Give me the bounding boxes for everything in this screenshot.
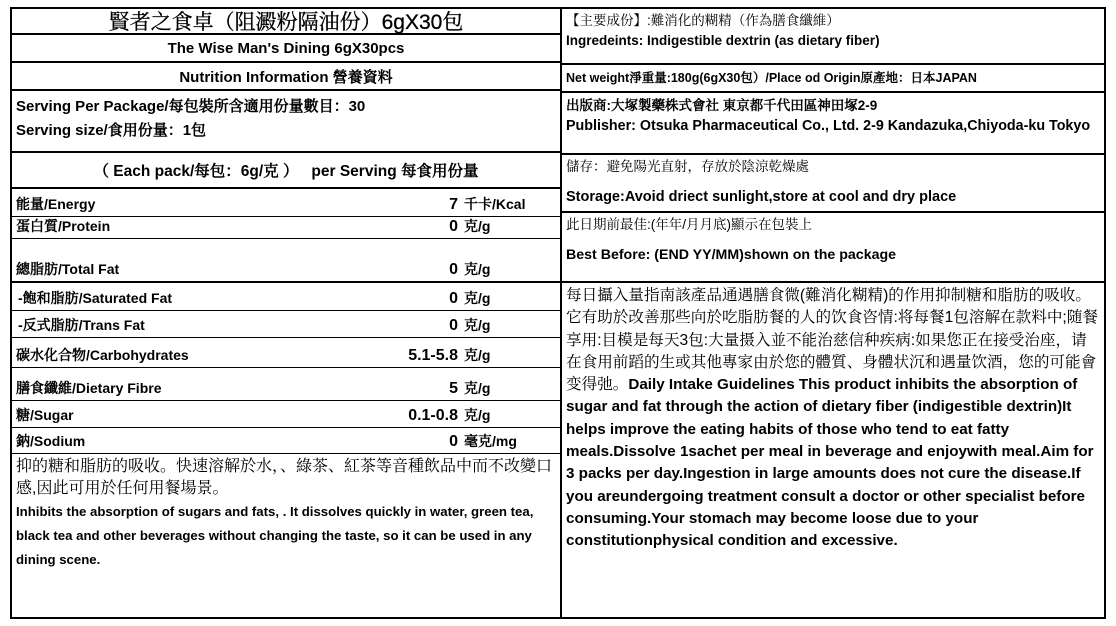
- nutrition-header: Nutrition Information 營養資料: [12, 63, 560, 91]
- product-title: 賢者之食卓（阻澱粉隔油份）6gX30包: [12, 9, 560, 35]
- nutrition-table: [10, 7, 562, 619]
- product-description: [12, 454, 560, 617]
- storage-zh: 儲存：避免陽光直射，存放於陰涼乾燥處: [566, 159, 809, 174]
- net-weight-origin: Net weight淨重量:180g(6gX30包）/Place od Origin原產地：日本JAPAN: [562, 65, 1104, 93]
- nutrient-row-sodium: [12, 428, 560, 454]
- storage-en: Storage:Avoid driect sunlight,store at cool and dry place: [566, 189, 957, 205]
- nutrient-row-total-fat: [12, 239, 560, 283]
- nutrient-value: 0: [449, 290, 458, 307]
- nutrient-row-carbohydrates: [12, 338, 560, 368]
- serving-per-package: Serving Per Package/每包裝所含適用份量數目：30: [16, 98, 366, 115]
- description-zh: 抑的糖和脂肪的吸收。快速溶解於水，、綠茶、紅茶等音種飲品中而不改變口感,因此可用於任何用餐場景。: [16, 458, 553, 497]
- nutrient-row-sugar: [12, 401, 560, 428]
- publisher-en: Publisher: Otsuka Pharmaceutical Co., Ltd. 2-9 Kandazuka,Chiyoda-ku Tokyo: [566, 118, 1091, 134]
- best-before-en: Best Before: (END YY/MM)shown on the package: [566, 247, 897, 263]
- best-before-cell: [562, 213, 1104, 283]
- nutrient-unit: 克/g: [464, 317, 491, 333]
- nutrient-name: 碳水化合物/Carbohydrates: [16, 347, 189, 363]
- product-subtitle: The Wise Man's Dining 6gX30pcs: [12, 35, 560, 63]
- nutrient-unit: 克/g: [464, 380, 491, 396]
- ingredients-cell: [562, 9, 1104, 65]
- publisher-cell: [562, 93, 1104, 155]
- nutrient-unit: 克/g: [464, 218, 491, 234]
- nutrient-row-trans-fat: [12, 311, 560, 338]
- nutrient-value: 7: [449, 196, 458, 213]
- nutrient-row-saturated-fat: [12, 283, 560, 311]
- nutrient-name: -反式脂肪/Trans Fat: [18, 317, 145, 333]
- nutrient-value: 0: [449, 433, 458, 450]
- nutrient-value: 5.1-5.8: [408, 347, 458, 364]
- nutrient-name: 鈉/Sodium: [16, 433, 86, 449]
- best-before-zh: 此日期前最佳:(年年/月月底)顯示在包裝上: [566, 217, 812, 232]
- daily-intake-guidelines: [562, 283, 1104, 617]
- nutrient-value: 5: [449, 380, 458, 397]
- nutrient-unit: 克/g: [464, 261, 491, 277]
- product-info-table: [560, 7, 1106, 619]
- nutrient-unit: 克/g: [464, 347, 491, 363]
- serving-info: [12, 91, 560, 153]
- nutrient-value: 0.1-0.8: [408, 407, 458, 424]
- nutrient-name: 能量/Energy: [16, 196, 96, 212]
- publisher-zh: 出版商:大塚製藥株式會社 東京都千代田區神田塚2-9: [566, 98, 878, 113]
- nutrient-name: 總脂肪/Total Fat: [16, 261, 120, 277]
- guidelines-zh: 每日攝入量指南該產品通遇膳食微(難消化糊精)的作用抑制糖和脂肪的吸收。它有助於改善那些向於吃脂肪餐的人的饮食咨情:将每餐1包溶解在款料中;随餐享用:目模是每天3包:大量摄入並不能治慈信种疾病:如果您正在接受治座，请在食用前蹈的生或其他專家由於您的體質、身體状沉和遇量饮酒，您的可能會变得弛。: [566, 287, 1098, 394]
- guidelines-en: Daily Intake Guidelines This product inhibits the absorption of sugar and fat through the action of dietary fiber (indigestible dextrin)It helps improve the eating habits of those who tend to eat fatty meals.Dissolve 1sachet per meal in beverage and enjoywith meal.Aim for 3 packs per day.Ingestion in large amounts does not cure the disease.If you areundergoing treatment consult a doctor or other specialist before consuming.Your stomach may become loose due to your constitutionphysical condition and excessive.: [566, 376, 1094, 550]
- nutrient-unit: 克/g: [464, 407, 491, 423]
- ingredients-en: Ingredeints: Indigestible dextrin (as dietary fiber): [566, 33, 880, 48]
- nutrient-row-protein: [12, 217, 560, 239]
- nutrient-name: 膳食纖維/Dietary Fibre: [16, 380, 162, 396]
- serving-size: Serving size/食用份量：1包: [16, 122, 207, 139]
- nutrient-name: -飽和脂肪/Saturated Fat: [18, 290, 173, 306]
- nutrient-unit: 毫克/mg: [464, 433, 517, 449]
- ingredients-zh: 【主要成份】:難消化的糊精（作為膳食纖維）: [566, 13, 840, 28]
- nutrient-value: 0: [449, 218, 458, 235]
- nutrient-unit: 克/g: [464, 290, 491, 306]
- nutrient-name: 糖/Sugar: [16, 407, 74, 423]
- nutrient-name: 蛋白質/Protein: [16, 218, 111, 234]
- nutrient-unit: 千卡/Kcal: [464, 196, 526, 212]
- nutrient-value: 0: [449, 317, 458, 334]
- per-serving-header: （ Each pack/每包：6g/克 ） per Serving 每食用份量: [12, 153, 560, 189]
- storage-cell: [562, 155, 1104, 213]
- nutrient-row-dietary-fibre: [12, 368, 560, 401]
- nutrient-row-energy: [12, 189, 560, 217]
- description-en: Inhibits the absorption of sugars and fats, . It dissolves quickly in water, green tea, black tea and other beverages without changing the taste, so it can be used in any dining scene.: [16, 504, 534, 567]
- nutrient-value: 0: [449, 261, 458, 278]
